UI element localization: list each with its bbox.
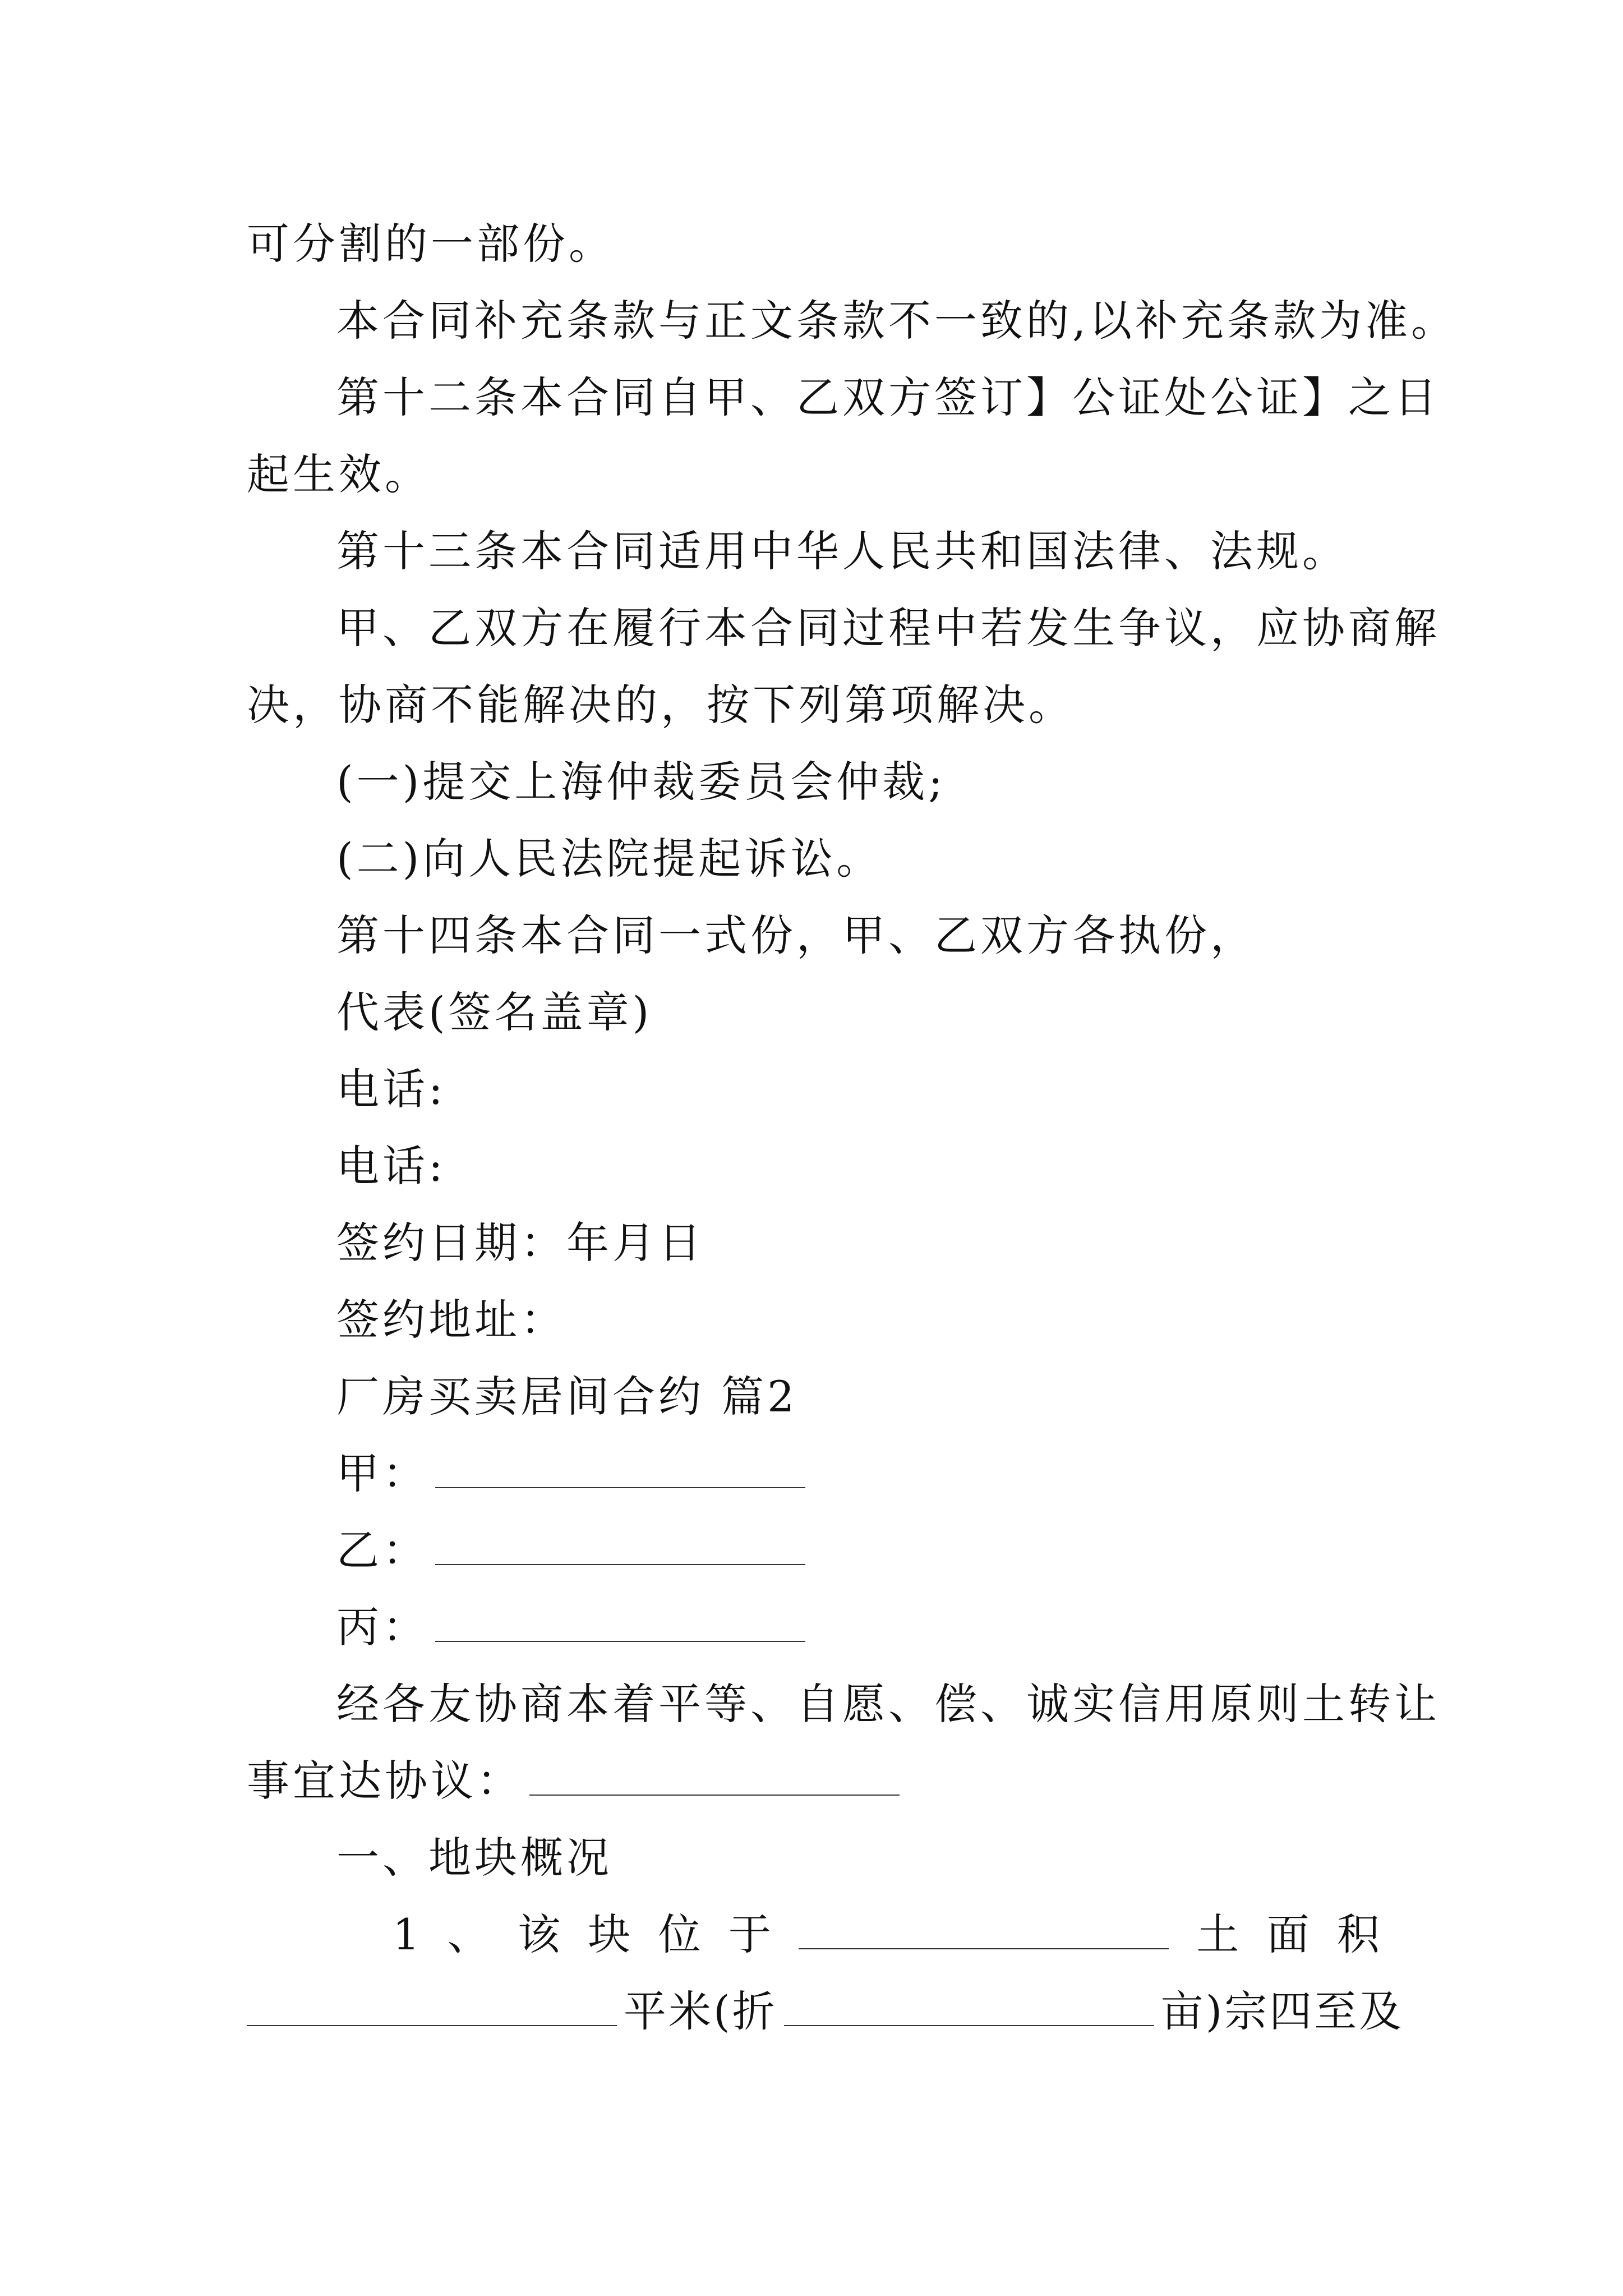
item-1-char: 该 <box>517 1910 560 1959</box>
item-1-char: 面 <box>1266 1910 1310 1959</box>
text-line: (二)向人民法院提起诉讼。 <box>336 834 883 884</box>
party-c-line <box>336 1599 812 1655</box>
location-blank <box>799 1915 1169 1949</box>
area-line <box>247 1984 1404 2040</box>
party-c-label: 丙： <box>336 1602 428 1652</box>
text-line: 本合同补充条款与正文条款不一致的,以补充条款为准。 <box>336 296 1458 346</box>
item-1-char: 位 <box>658 1910 701 1959</box>
party-a-blank <box>435 1453 805 1488</box>
party-b-label: 乙： <box>336 1525 428 1575</box>
item-1-char: 积 <box>1336 1910 1380 1959</box>
text-line: 甲、乙双方在履行本合同过程中若发生争议，应协商解 <box>336 603 1440 653</box>
text-line: 代表(签名盖章) <box>336 987 653 1037</box>
agreement-blank <box>529 1761 900 1796</box>
item-1-char: 块 <box>588 1910 631 1959</box>
section-heading: 厂房买卖居间合约 篇2 <box>336 1372 798 1421</box>
party-b-blank <box>435 1530 805 1565</box>
party-b-line <box>336 1522 812 1579</box>
text-line: 签约地址： <box>336 1295 566 1345</box>
text-line: 起生效。 <box>247 449 431 499</box>
text-line: 第十二条本合同自甲、乙双方签订】公证处公证】之日 <box>336 372 1440 422</box>
item-1-char: 1 <box>393 1910 420 1959</box>
item-1-char: 土 <box>1196 1910 1239 1959</box>
text-line: 电话: <box>336 1064 446 1114</box>
party-a-label: 甲： <box>336 1448 428 1498</box>
text-line: 电话: <box>336 1141 446 1191</box>
text-line: 第十四条本合同一式份，甲、乙双方各执份， <box>336 910 1256 960</box>
item-1-line <box>393 1907 1380 1963</box>
text-line: 可分割的一部份。 <box>247 219 615 269</box>
text-line: 决，协商不能解决的，按下列第项解决。 <box>247 680 1075 730</box>
agreement-line <box>247 1753 906 1809</box>
area-mid-text: 平米(折 <box>624 1986 777 2036</box>
party-c-blank <box>435 1607 805 1642</box>
area-end-text: 亩)宗四至及 <box>1160 1986 1404 2036</box>
item-1-char: 、 <box>447 1910 490 1959</box>
area-sqm-blank <box>247 1991 617 2026</box>
text-line: 第十三条本合同适用中华人民共和国法律、法规。 <box>336 526 1348 576</box>
text-line: 经各友协商本着平等、自愿、偿、诚实信用原则土转让 <box>336 1679 1440 1729</box>
agreement-label: 事宜达协议： <box>247 1756 523 1806</box>
party-a-line <box>336 1446 812 1502</box>
item-1-char: 于 <box>728 1910 771 1959</box>
text-line: 签约日期：年月日 <box>336 1218 704 1268</box>
subsection-heading: 一、地块概况 <box>336 1833 612 1883</box>
area-mu-blank <box>784 1991 1154 2026</box>
text-line: (一)提交上海仲裁委员会仲裁; <box>336 757 946 807</box>
